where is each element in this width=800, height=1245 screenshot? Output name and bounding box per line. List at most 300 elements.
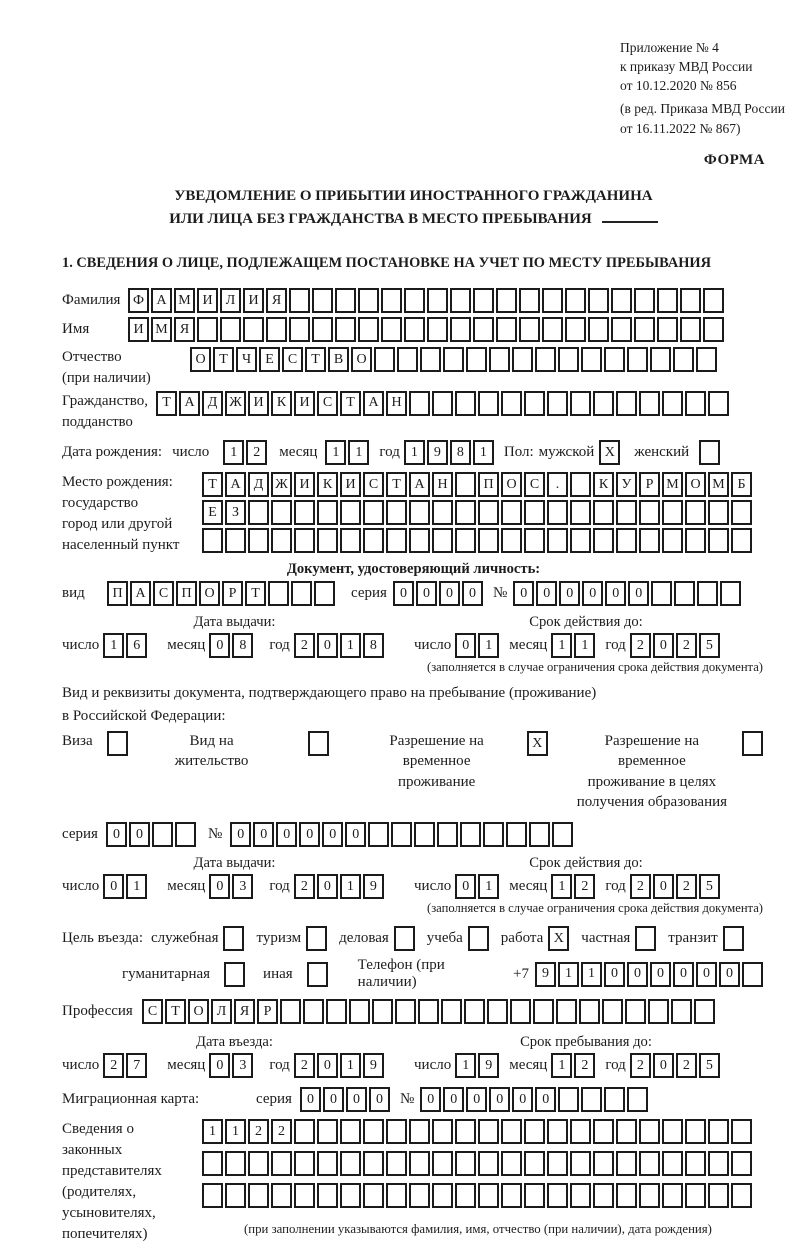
char-cell[interactable] <box>570 528 591 553</box>
char-cell[interactable]: 0 <box>582 581 603 606</box>
char-cell[interactable] <box>489 347 510 372</box>
char-cell[interactable] <box>524 500 545 525</box>
char-cell[interactable] <box>708 528 729 553</box>
char-cell[interactable] <box>455 1151 476 1176</box>
char-cell[interactable] <box>314 581 335 606</box>
char-cell[interactable] <box>271 500 292 525</box>
char-cell[interactable]: 0 <box>653 633 674 658</box>
char-cell[interactable] <box>604 1087 625 1112</box>
char-cell[interactable] <box>363 1119 384 1144</box>
char-cell[interactable] <box>404 288 425 313</box>
char-cell[interactable]: 1 <box>473 440 494 465</box>
char-cell[interactable]: У <box>616 472 637 497</box>
representatives-row2-boxes[interactable] <box>202 1151 754 1176</box>
char-cell[interactable] <box>335 288 356 313</box>
char-cell[interactable]: 0 <box>512 1087 533 1112</box>
char-cell[interactable] <box>731 500 752 525</box>
visa-checkbox[interactable] <box>99 731 130 756</box>
char-cell[interactable] <box>432 528 453 553</box>
sex-male-checkbox[interactable] <box>599 440 622 465</box>
char-cell[interactable]: 0 <box>209 874 230 899</box>
char-cell[interactable] <box>501 391 522 416</box>
char-cell[interactable]: 0 <box>628 581 649 606</box>
char-cell[interactable]: Е <box>259 347 280 372</box>
char-cell[interactable] <box>374 347 395 372</box>
char-cell[interactable] <box>565 288 586 313</box>
char-cell[interactable] <box>627 347 648 372</box>
char-cell[interactable]: Т <box>156 391 177 416</box>
doc-valid-month-boxes[interactable] <box>551 633 597 658</box>
char-cell[interactable] <box>680 288 701 313</box>
char-cell[interactable]: 0 <box>627 962 648 987</box>
char-cell[interactable]: 1 <box>581 962 602 987</box>
birthplace-row2-boxes[interactable] <box>202 500 754 525</box>
char-cell[interactable]: М <box>174 288 195 313</box>
char-cell[interactable]: 9 <box>535 962 556 987</box>
char-cell[interactable] <box>685 1183 706 1208</box>
char-cell[interactable]: 9 <box>363 874 384 899</box>
char-cell[interactable]: Т <box>213 347 234 372</box>
char-cell[interactable] <box>558 1087 579 1112</box>
char-cell[interactable] <box>473 317 494 342</box>
char-cell[interactable] <box>450 317 471 342</box>
char-cell[interactable] <box>512 347 533 372</box>
char-cell[interactable]: П <box>107 581 128 606</box>
char-cell[interactable]: 1 <box>551 1053 572 1078</box>
char-cell[interactable]: 0 <box>653 874 674 899</box>
char-cell[interactable] <box>496 288 517 313</box>
char-cell[interactable] <box>593 528 614 553</box>
char-cell[interactable] <box>317 1119 338 1144</box>
char-cell[interactable] <box>593 391 614 416</box>
doc-seriya-boxes[interactable] <box>393 581 485 606</box>
char-cell[interactable] <box>248 1151 269 1176</box>
char-cell[interactable]: 8 <box>363 633 384 658</box>
char-cell[interactable]: 2 <box>294 874 315 899</box>
char-cell[interactable] <box>335 317 356 342</box>
char-cell[interactable]: 5 <box>699 633 720 658</box>
resdoc-valid-month-boxes[interactable] <box>551 874 597 899</box>
char-cell[interactable]: Д <box>248 472 269 497</box>
char-cell[interactable]: 1 <box>478 633 499 658</box>
char-cell[interactable] <box>418 999 439 1024</box>
char-cell[interactable]: А <box>130 581 151 606</box>
char-cell[interactable]: 0 <box>345 822 366 847</box>
char-cell[interactable] <box>501 500 522 525</box>
char-cell[interactable] <box>473 288 494 313</box>
char-cell[interactable] <box>478 1119 499 1144</box>
resdoc-issue-year-boxes[interactable] <box>294 874 386 899</box>
char-cell[interactable] <box>742 731 763 756</box>
char-cell[interactable] <box>639 500 660 525</box>
char-cell[interactable] <box>312 317 333 342</box>
doc-number-boxes[interactable] <box>513 581 743 606</box>
char-cell[interactable] <box>731 1151 752 1176</box>
residence-permit-checkbox[interactable] <box>300 731 331 756</box>
stay-month-boxes[interactable] <box>551 1053 597 1078</box>
char-cell[interactable] <box>289 288 310 313</box>
char-cell[interactable] <box>581 347 602 372</box>
char-cell[interactable] <box>616 1183 637 1208</box>
char-cell[interactable] <box>225 1183 246 1208</box>
char-cell[interactable] <box>671 999 692 1024</box>
char-cell[interactable]: М <box>708 472 729 497</box>
char-cell[interactable] <box>731 528 752 553</box>
char-cell[interactable]: 1 <box>325 440 346 465</box>
char-cell[interactable] <box>616 391 637 416</box>
char-cell[interactable] <box>455 528 476 553</box>
char-cell[interactable] <box>524 1151 545 1176</box>
char-cell[interactable] <box>565 317 586 342</box>
char-cell[interactable] <box>340 1151 361 1176</box>
char-cell[interactable] <box>248 1183 269 1208</box>
char-cell[interactable]: Р <box>639 472 660 497</box>
char-cell[interactable] <box>616 500 637 525</box>
char-cell[interactable]: Т <box>165 999 186 1024</box>
char-cell[interactable]: X <box>548 926 569 951</box>
char-cell[interactable] <box>650 347 671 372</box>
char-cell[interactable]: 0 <box>103 874 124 899</box>
purpose-inaya-checkbox[interactable] <box>307 962 330 987</box>
char-cell[interactable] <box>510 999 531 1024</box>
char-cell[interactable] <box>731 1119 752 1144</box>
char-cell[interactable]: 1 <box>551 633 572 658</box>
char-cell[interactable]: П <box>478 472 499 497</box>
char-cell[interactable] <box>742 962 763 987</box>
char-cell[interactable]: 0 <box>323 1087 344 1112</box>
char-cell[interactable] <box>634 288 655 313</box>
char-cell[interactable]: 2 <box>676 1053 697 1078</box>
char-cell[interactable]: А <box>179 391 200 416</box>
char-cell[interactable] <box>223 926 244 951</box>
char-cell[interactable] <box>651 581 672 606</box>
char-cell[interactable] <box>294 1151 315 1176</box>
char-cell[interactable]: 0 <box>230 822 251 847</box>
char-cell[interactable] <box>397 347 418 372</box>
char-cell[interactable]: 0 <box>455 633 476 658</box>
char-cell[interactable]: Т <box>305 347 326 372</box>
char-cell[interactable] <box>294 528 315 553</box>
char-cell[interactable]: 0 <box>322 822 343 847</box>
char-cell[interactable] <box>409 1119 430 1144</box>
char-cell[interactable] <box>731 1183 752 1208</box>
char-cell[interactable] <box>570 1183 591 1208</box>
char-cell[interactable]: Т <box>202 472 223 497</box>
char-cell[interactable] <box>720 581 741 606</box>
char-cell[interactable] <box>358 288 379 313</box>
char-cell[interactable] <box>579 999 600 1024</box>
char-cell[interactable] <box>197 317 218 342</box>
char-cell[interactable] <box>294 1183 315 1208</box>
char-cell[interactable]: 3 <box>232 1053 253 1078</box>
char-cell[interactable] <box>639 1119 660 1144</box>
char-cell[interactable]: О <box>351 347 372 372</box>
char-cell[interactable] <box>616 1119 637 1144</box>
char-cell[interactable] <box>529 822 550 847</box>
resdoc-valid-year-boxes[interactable] <box>630 874 722 899</box>
char-cell[interactable]: Н <box>432 472 453 497</box>
char-cell[interactable] <box>694 999 715 1024</box>
char-cell[interactable]: Е <box>202 500 223 525</box>
char-cell[interactable] <box>340 500 361 525</box>
char-cell[interactable] <box>703 317 724 342</box>
char-cell[interactable] <box>427 288 448 313</box>
birth-month-boxes[interactable] <box>325 440 371 465</box>
char-cell[interactable] <box>662 528 683 553</box>
char-cell[interactable] <box>409 391 430 416</box>
purpose-gumanitarnaya-checkbox[interactable] <box>224 962 247 987</box>
char-cell[interactable]: 9 <box>478 1053 499 1078</box>
char-cell[interactable] <box>662 391 683 416</box>
char-cell[interactable]: 1 <box>455 1053 476 1078</box>
char-cell[interactable] <box>363 528 384 553</box>
char-cell[interactable] <box>556 999 577 1024</box>
char-cell[interactable] <box>409 1183 430 1208</box>
char-cell[interactable]: 1 <box>126 874 147 899</box>
char-cell[interactable]: 2 <box>574 874 595 899</box>
char-cell[interactable]: 1 <box>574 633 595 658</box>
char-cell[interactable] <box>294 500 315 525</box>
char-cell[interactable]: И <box>294 391 315 416</box>
char-cell[interactable]: А <box>409 472 430 497</box>
char-cell[interactable] <box>581 1087 602 1112</box>
char-cell[interactable]: 0 <box>653 1053 674 1078</box>
char-cell[interactable] <box>588 317 609 342</box>
sex-female-checkbox[interactable] <box>699 440 722 465</box>
char-cell[interactable] <box>372 999 393 1024</box>
char-cell[interactable] <box>291 581 312 606</box>
char-cell[interactable] <box>501 1119 522 1144</box>
char-cell[interactable] <box>460 822 481 847</box>
char-cell[interactable]: С <box>282 347 303 372</box>
char-cell[interactable]: 5 <box>699 1053 720 1078</box>
stay-year-boxes[interactable] <box>630 1053 722 1078</box>
char-cell[interactable]: 5 <box>699 874 720 899</box>
char-cell[interactable] <box>224 962 245 987</box>
char-cell[interactable]: 0 <box>129 822 150 847</box>
char-cell[interactable]: 0 <box>489 1087 510 1112</box>
char-cell[interactable] <box>708 1151 729 1176</box>
birth-year-boxes[interactable] <box>404 440 496 465</box>
char-cell[interactable] <box>409 528 430 553</box>
doc-issue-year-boxes[interactable] <box>294 633 386 658</box>
char-cell[interactable] <box>533 999 554 1024</box>
char-cell[interactable]: 1 <box>340 874 361 899</box>
char-cell[interactable]: Р <box>222 581 243 606</box>
char-cell[interactable] <box>547 1183 568 1208</box>
char-cell[interactable] <box>358 317 379 342</box>
char-cell[interactable]: X <box>599 440 620 465</box>
char-cell[interactable] <box>312 288 333 313</box>
char-cell[interactable] <box>524 528 545 553</box>
char-cell[interactable]: . <box>547 472 568 497</box>
char-cell[interactable] <box>662 1151 683 1176</box>
char-cell[interactable] <box>703 288 724 313</box>
char-cell[interactable] <box>673 347 694 372</box>
char-cell[interactable] <box>466 347 487 372</box>
char-cell[interactable]: 0 <box>299 822 320 847</box>
char-cell[interactable] <box>547 1151 568 1176</box>
char-cell[interactable] <box>432 500 453 525</box>
char-cell[interactable]: 3 <box>232 874 253 899</box>
migration-number-boxes[interactable] <box>420 1087 650 1112</box>
char-cell[interactable]: 0 <box>466 1087 487 1112</box>
char-cell[interactable] <box>524 1183 545 1208</box>
char-cell[interactable]: 1 <box>223 440 244 465</box>
char-cell[interactable] <box>268 581 289 606</box>
representatives-row3-boxes[interactable] <box>202 1183 754 1208</box>
char-cell[interactable]: 0 <box>439 581 460 606</box>
char-cell[interactable] <box>506 822 527 847</box>
entry-year-boxes[interactable] <box>294 1053 386 1078</box>
char-cell[interactable] <box>639 391 660 416</box>
char-cell[interactable] <box>363 1183 384 1208</box>
char-cell[interactable] <box>404 317 425 342</box>
char-cell[interactable] <box>308 731 329 756</box>
char-cell[interactable] <box>202 1183 223 1208</box>
char-cell[interactable] <box>432 391 453 416</box>
purpose-ucheba-checkbox[interactable] <box>468 926 491 951</box>
char-cell[interactable] <box>542 317 563 342</box>
char-cell[interactable] <box>487 999 508 1024</box>
char-cell[interactable] <box>588 288 609 313</box>
char-cell[interactable]: 0 <box>209 633 230 658</box>
char-cell[interactable]: К <box>317 472 338 497</box>
char-cell[interactable] <box>303 999 324 1024</box>
char-cell[interactable] <box>662 500 683 525</box>
char-cell[interactable] <box>248 528 269 553</box>
char-cell[interactable] <box>611 288 632 313</box>
char-cell[interactable]: В <box>328 347 349 372</box>
char-cell[interactable] <box>266 317 287 342</box>
char-cell[interactable] <box>395 999 416 1024</box>
char-cell[interactable] <box>696 347 717 372</box>
char-cell[interactable] <box>547 500 568 525</box>
char-cell[interactable] <box>175 822 196 847</box>
purpose-delovaya-checkbox[interactable] <box>394 926 417 951</box>
char-cell[interactable]: 0 <box>696 962 717 987</box>
char-cell[interactable] <box>386 1183 407 1208</box>
char-cell[interactable] <box>593 1183 614 1208</box>
char-cell[interactable] <box>363 1151 384 1176</box>
char-cell[interactable]: М <box>662 472 683 497</box>
char-cell[interactable] <box>639 1183 660 1208</box>
char-cell[interactable]: 8 <box>232 633 253 658</box>
char-cell[interactable] <box>611 317 632 342</box>
char-cell[interactable] <box>437 822 458 847</box>
char-cell[interactable]: С <box>363 472 384 497</box>
char-cell[interactable]: 1 <box>340 1053 361 1078</box>
char-cell[interactable]: Т <box>245 581 266 606</box>
char-cell[interactable] <box>464 999 485 1024</box>
char-cell[interactable] <box>570 1151 591 1176</box>
char-cell[interactable] <box>340 528 361 553</box>
char-cell[interactable]: С <box>524 472 545 497</box>
char-cell[interactable]: 2 <box>294 1053 315 1078</box>
char-cell[interactable]: Л <box>220 288 241 313</box>
name-boxes[interactable] <box>128 317 726 342</box>
char-cell[interactable] <box>547 391 568 416</box>
char-cell[interactable] <box>627 1087 648 1112</box>
char-cell[interactable]: Р <box>257 999 278 1024</box>
char-cell[interactable] <box>519 317 540 342</box>
char-cell[interactable]: 0 <box>604 962 625 987</box>
char-cell[interactable]: 0 <box>673 962 694 987</box>
char-cell[interactable] <box>414 822 435 847</box>
char-cell[interactable]: 1 <box>478 874 499 899</box>
migration-seriya-boxes[interactable] <box>300 1087 392 1112</box>
doc-valid-day-boxes[interactable] <box>455 633 501 658</box>
char-cell[interactable]: И <box>340 472 361 497</box>
char-cell[interactable] <box>639 528 660 553</box>
char-cell[interactable]: О <box>685 472 706 497</box>
purpose-rabota-checkbox[interactable] <box>548 926 571 951</box>
char-cell[interactable] <box>317 500 338 525</box>
char-cell[interactable] <box>455 500 476 525</box>
purpose-tranzit-checkbox[interactable] <box>723 926 746 951</box>
char-cell[interactable] <box>340 1183 361 1208</box>
resdoc-seriya-boxes[interactable] <box>106 822 198 847</box>
char-cell[interactable] <box>593 1151 614 1176</box>
char-cell[interactable] <box>317 528 338 553</box>
char-cell[interactable] <box>225 1151 246 1176</box>
char-cell[interactable]: X <box>527 731 548 756</box>
profession-boxes[interactable] <box>142 999 717 1024</box>
char-cell[interactable] <box>602 999 623 1024</box>
char-cell[interactable] <box>708 1183 729 1208</box>
char-cell[interactable]: Ж <box>271 472 292 497</box>
char-cell[interactable]: П <box>176 581 197 606</box>
char-cell[interactable] <box>662 1183 683 1208</box>
char-cell[interactable]: Н <box>386 391 407 416</box>
char-cell[interactable] <box>455 472 476 497</box>
char-cell[interactable] <box>662 1119 683 1144</box>
char-cell[interactable] <box>542 288 563 313</box>
char-cell[interactable] <box>478 528 499 553</box>
stay-day-boxes[interactable] <box>455 1053 501 1078</box>
char-cell[interactable] <box>427 317 448 342</box>
char-cell[interactable]: С <box>142 999 163 1024</box>
resdoc-valid-day-boxes[interactable] <box>455 874 501 899</box>
char-cell[interactable]: 0 <box>317 874 338 899</box>
char-cell[interactable] <box>271 1151 292 1176</box>
char-cell[interactable]: И <box>197 288 218 313</box>
char-cell[interactable] <box>420 347 441 372</box>
char-cell[interactable]: 2 <box>676 874 697 899</box>
char-cell[interactable]: Б <box>731 472 752 497</box>
char-cell[interactable]: 2 <box>676 633 697 658</box>
char-cell[interactable] <box>685 391 706 416</box>
char-cell[interactable] <box>368 822 389 847</box>
char-cell[interactable]: С <box>153 581 174 606</box>
char-cell[interactable] <box>685 1151 706 1176</box>
char-cell[interactable]: 1 <box>225 1119 246 1144</box>
char-cell[interactable]: Т <box>340 391 361 416</box>
char-cell[interactable] <box>340 1119 361 1144</box>
char-cell[interactable] <box>558 347 579 372</box>
char-cell[interactable] <box>708 391 729 416</box>
resdoc-issue-month-boxes[interactable] <box>209 874 255 899</box>
doc-type-boxes[interactable] <box>107 581 337 606</box>
entry-day-boxes[interactable] <box>103 1053 149 1078</box>
char-cell[interactable]: 1 <box>340 633 361 658</box>
char-cell[interactable] <box>547 1119 568 1144</box>
char-cell[interactable] <box>294 1119 315 1144</box>
char-cell[interactable]: 1 <box>202 1119 223 1144</box>
char-cell[interactable] <box>685 1119 706 1144</box>
char-cell[interactable]: 2 <box>248 1119 269 1144</box>
char-cell[interactable]: 0 <box>559 581 580 606</box>
